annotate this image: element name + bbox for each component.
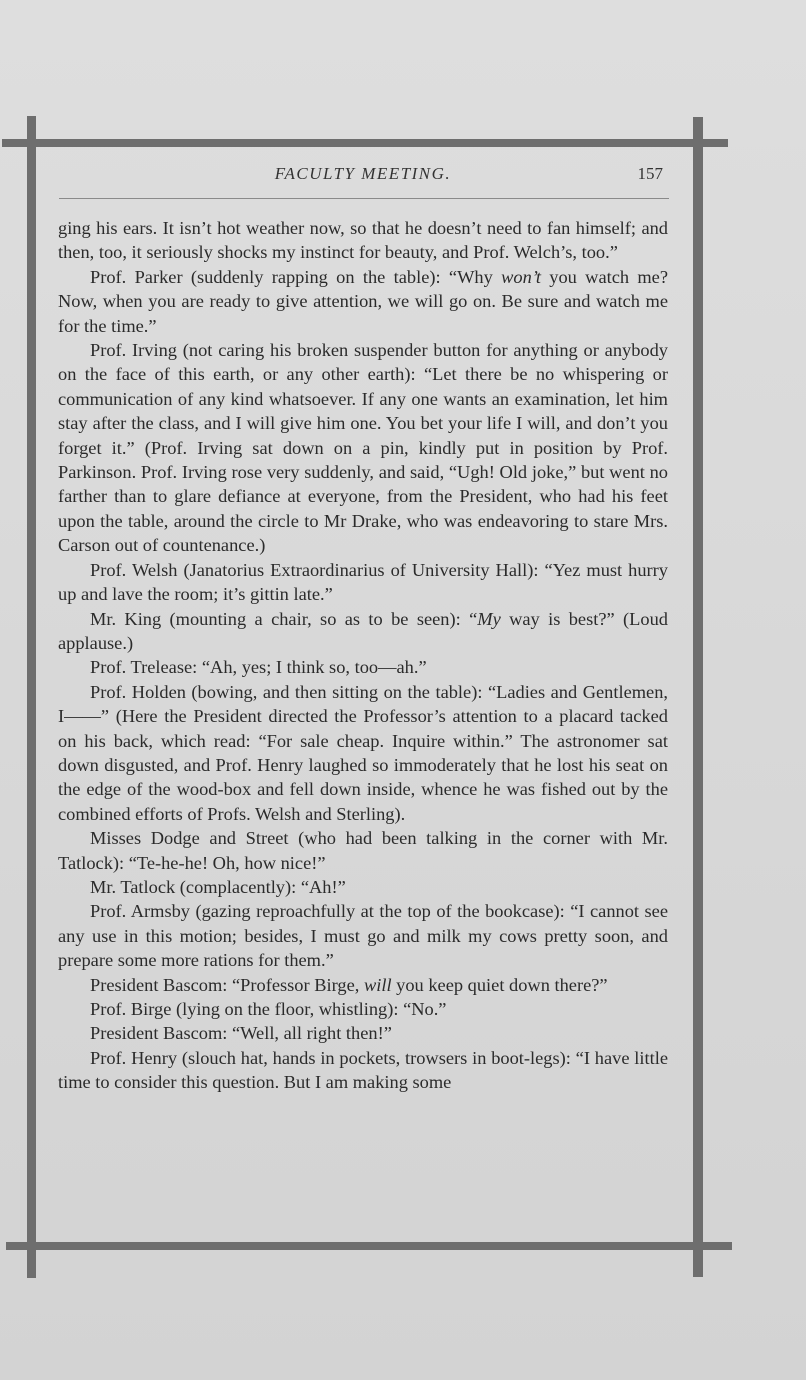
running-title: FACULTY MEETING. <box>274 164 452 183</box>
header-rule <box>59 198 669 199</box>
bottom-border-rule <box>6 1242 732 1250</box>
text-run: you watch me? Now, when you are ready to give attention, we will go on. Be sure and watch me for the time.” <box>58 266 669 336</box>
paragraph-12 <box>58 997 668 1021</box>
paragraph-13 <box>58 1021 668 1045</box>
paragraph-3 <box>58 338 668 558</box>
paragraph-14 <box>58 1046 668 1095</box>
body-text <box>58 216 668 1095</box>
page-header <box>57 164 669 192</box>
text-run: Prof. Welsh (Janatorius Extraordinarius of University Hall): “Yez must hurry up and lave the room; it’s gittin late.” <box>58 559 668 605</box>
text-run: President Bascom: “Professor Birge, <box>90 974 364 995</box>
paragraph-11 <box>58 973 668 997</box>
emphasis: will <box>363 974 392 995</box>
text-run: Prof. Irving (not caring his broken suspender button for anything or anybody on the face of this earth, or any other earth): “Let there be no whispering or communication of any kind whatsoever. If any one wants an examination, let him stay after the class, and I will give him one. You bet your life I will, and don’t you forget it.” (Prof. Irving sat down on a pin, kindly put in position by Prof. Parkinson. Prof. Irving rose very suddenly, and said, “Ugh! Old joke,” but went no farther than to glare defiance at everyone, from the President, who had his feet upon the table, around the circle to Mr Drake, who was endeavoring to stare Mrs. Carson out of countenance.) <box>58 340 668 556</box>
text-run: Prof. Armsby (gazing reproachfully at the top of the bookcase): “I cannot see any use in this motion; besides, I must go and milk my cows pretty soon, and prepare some more rations for them.” <box>58 901 668 971</box>
paragraph-1 <box>58 216 668 265</box>
right-border-rule <box>693 117 703 1277</box>
emphasis: My <box>477 608 501 629</box>
left-border-rule <box>27 116 36 1278</box>
paragraph-2 <box>58 265 668 338</box>
paragraph-8 <box>58 826 668 875</box>
paragraph-9 <box>58 875 668 899</box>
text-run: Prof. Trelease: “Ah, yes; I think so, too—ah.” <box>90 657 427 678</box>
text-run: ging his ears. It isn’t hot weather now, so that he doesn’t need to fan himself; and then, too, it seriously shocks my instinct for beauty, and Prof. Welch’s, too.” <box>58 218 668 263</box>
text-run: Mr. Tatlock (complacently): “Ah!” <box>90 876 346 897</box>
text-run: Prof. Parker (suddenly rapping on the table): “Why <box>90 266 502 287</box>
text-run: President Bascom: “Well, all right then!” <box>90 1023 392 1044</box>
paragraph-7 <box>58 680 668 826</box>
paragraph-6 <box>58 655 668 679</box>
paragraph-4 <box>58 558 668 607</box>
text-run: Prof. Henry (slouch hat, hands in pockets, trowsers in boot-legs): “I have little time to consider this question. But I am making some <box>58 1047 668 1093</box>
text-run: way is best?” (Loud applause.) <box>58 608 668 653</box>
text-run: Mr. King (mounting a chair, so as to be seen): “ <box>90 608 478 629</box>
emphasis: won’t <box>501 266 541 287</box>
text-run: Prof. Birge (lying on the floor, whistling): “No.” <box>90 999 447 1019</box>
page-number: 157 <box>637 164 663 183</box>
paragraph-10 <box>58 899 668 972</box>
text-run: Prof. Holden (bowing, and then sitting on the table): “Ladies and Gentlemen, I——” (Here the President directed the Professor’s attention to a placard tacked on his back, which read: “For sale cheap. Inquire within.” The astronomer sat down disgusted, and Prof. Henry laughed so immoderately that he lost his seat on the edge of the wood-box and fell down inside, whence he was fished out by the combined efforts of Profs. Welsh and Sterling). <box>58 681 668 824</box>
top-border-rule <box>2 139 728 147</box>
text-run: you keep quiet down there?” <box>391 974 608 995</box>
paragraph-5 <box>58 607 668 656</box>
text-run: Misses Dodge and Street (who had been talking in the corner with Mr. Tatlock): “Te-he-he! Oh, how nice!” <box>58 828 668 873</box>
